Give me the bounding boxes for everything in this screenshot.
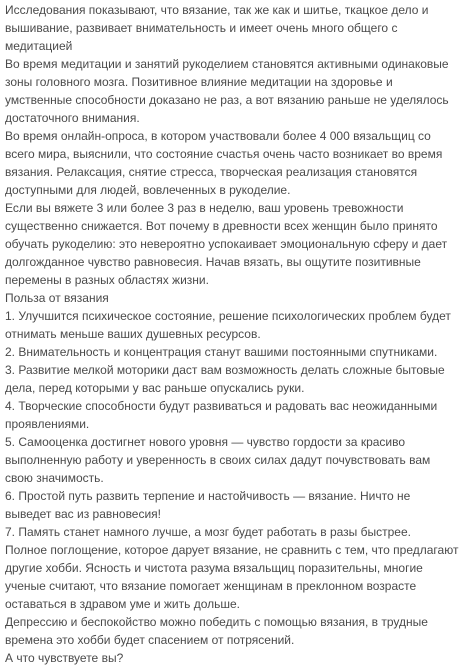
benefit-item: 5. Самооценка достигнет нового уровня — чувство гордости за красиво выполненную работу и уверенность в своих силах дадут почувствовать вам свою значимость. [5, 435, 431, 485]
benefit-item: 7. Память станет намного лучше, а мозг будет работать в разы быстрее. [5, 525, 411, 539]
paragraph-anxiety: Если вы вяжете 3 или более 3 раз в неделю, ваш уровень тревожности существенно снижается. Вот почему в древности всех женщин было принято обучать рукоделию: это невероятно успокаивает эмоциональную сферу и дает долгожданное чувство равновесия. Начав вязать, вы ощутите позитивные перемены в разных областях жизни. [5, 201, 448, 287]
paragraph-absorption: Полное поглощение, которое дарует вязание, не сравнить с тем, что предлагают другие хобби. Ясность и чистота разума вязальщиц поразительны, многие ученые считают, что вязание помогает женщинам в преклонном возрасте оставаться в здравом уме и жить дольше. [5, 543, 459, 611]
paragraph-survey: Во время онлайн-опроса, в котором участвовали более 4 000 вязальщиц со всего мира, выяснили, что состояние счастья очень часто возникает во время вязания. Релаксация, снятие стресса, творческая реализация становятся доступными для людей, вовлеченных в рукоделие. [5, 129, 443, 197]
benefit-item: 3. Развитие мелкой моторики даст вам возможность делать сложные бытовые дела, перед которыми у вас раньше опускались руки. [5, 363, 445, 395]
benefit-item: 6. Простой путь развить терпение и настойчивость — вязание. Ничто не выведет вас из равновесия! [5, 489, 411, 521]
section-heading: Польза от вязания [5, 291, 109, 305]
benefit-item: 1. Улучшится психическое состояние, решение психологических проблем будет отнимать меньше ваших душевных ресурсов. [5, 309, 451, 341]
benefit-item: 2. Внимательность и концентрация станут вашими постоянными спутниками. [5, 345, 438, 359]
paragraph-depression: Депрессию и беспокойство можно победить с помощью вязания, в трудные времена это хобби будет спасением от потрясений. [5, 615, 428, 647]
paragraph-intro: Исследования показывают, что вязание, так же как и шитье, ткацкое дело и вышивание, развивает внимательность и имеет очень много общего с медитацией [5, 3, 429, 53]
paragraph-meditation: Во время медитации и занятий рукоделием становятся активными одинаковые зоны головного мозга. Позитивное влияние медитации на здоровье и умственные способности доказано не раз, а вот вязанию раньше не уделялось достаточного внимания. [5, 57, 449, 125]
closing-question: А что чувствуете вы? [5, 651, 124, 665]
benefit-item: 4. Творческие способности будут развиваться и радовать вас неожиданными проявлениями. [5, 399, 438, 431]
